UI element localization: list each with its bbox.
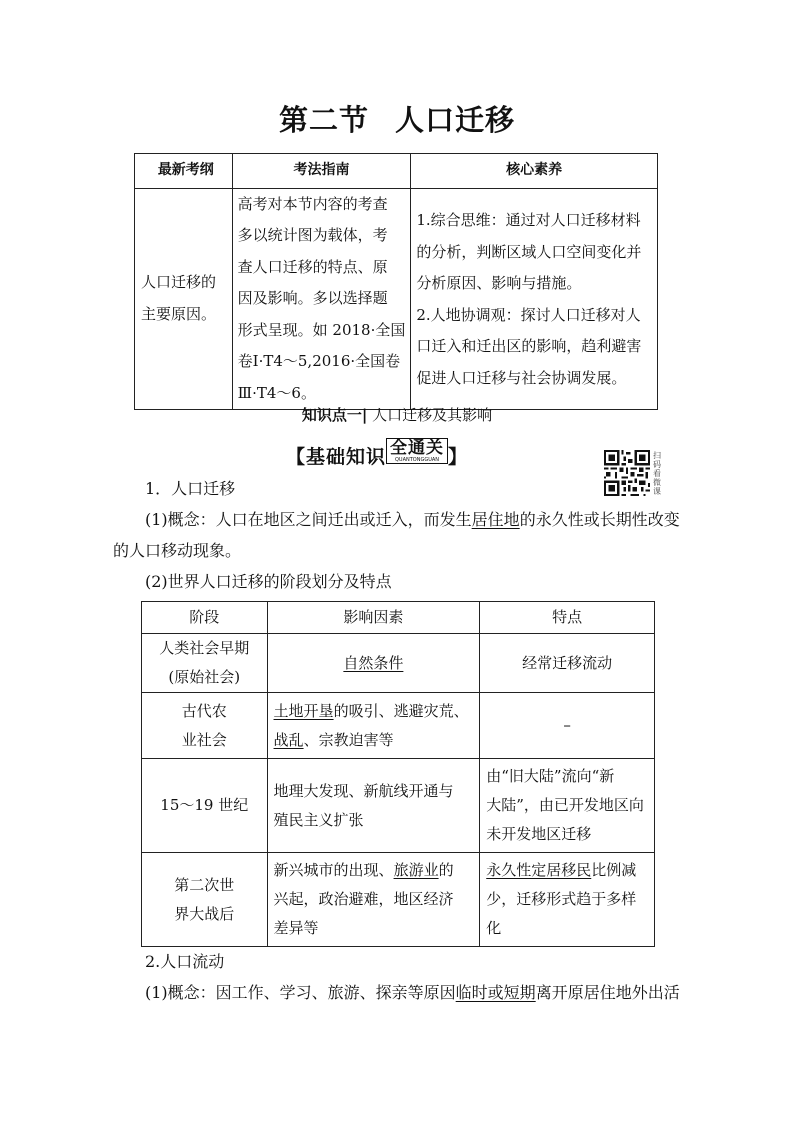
factor-keyword: 自然条件 [343, 653, 404, 672]
qr-caption: 扫码看微课 [653, 451, 661, 496]
factor-text: 新兴城市的出现、 [273, 861, 394, 879]
factor-line [274, 856, 474, 885]
knowledge-point-label: 知识点一| [301, 406, 368, 424]
factor-keyword: 战乱 [273, 730, 304, 749]
factor-line [274, 726, 474, 755]
migration-stage-table [141, 601, 655, 947]
item1-concept-line2: 的人口移动现象。 [113, 541, 242, 560]
kaogang-line: 主要原因。 [141, 304, 217, 323]
suyang-line: 2.人地协调观：探讨人口迁移对人 [416, 305, 641, 324]
cell-kaogang [135, 188, 233, 410]
basic-knowledge-banner [286, 438, 468, 469]
stage-line: (原始社会) [168, 668, 241, 686]
title-topic: 人口迁移 [395, 103, 516, 137]
feature-keyword: 永久性定居移民 [486, 861, 592, 879]
overview-table [134, 153, 658, 410]
factor-line: 兴起，政治避难，地区经济 [273, 890, 454, 908]
stage-line: 界大战后 [174, 904, 235, 923]
table-row [142, 759, 655, 853]
kaofa-line: 查人口迁移的特点、原 [237, 257, 388, 276]
knowledge-point-heading [0, 404, 794, 425]
suyang-line: 分析原因、影响与措施。 [416, 274, 582, 293]
kaofa-line: Ⅲ·T4～6。 [237, 383, 316, 402]
feature-line: 由“旧大陆”流向“新 [486, 767, 615, 785]
factor-cell [267, 853, 480, 947]
title-section-number: 第二节 [278, 103, 369, 137]
concept-text: 的永久性或长期性改变 [519, 510, 680, 529]
qr-code-icon[interactable] [604, 450, 650, 496]
item1-concept-line1 [145, 510, 680, 530]
header-feature: 特点 [480, 602, 655, 634]
banner-right: 】 [448, 446, 469, 468]
stage-line: 第二次世 [174, 875, 235, 894]
kaofa-line: 形式呈现。如 2018·全国 [237, 320, 406, 339]
item1-heading: 1．人口迁移 [145, 479, 236, 498]
table-row [142, 853, 655, 947]
feature-cell: – [480, 693, 655, 759]
factor-text: 的吸引、逃避灾荒、 [333, 701, 469, 720]
quantongguan-stamp [386, 438, 448, 464]
banner-left: 【基础知识 [286, 446, 387, 468]
cell-suyang [411, 188, 658, 410]
suyang-line: 1.综合思维：通过对人口迁移材料 [416, 211, 641, 230]
feature-cell [480, 759, 655, 853]
stage-line: 人类社会早期 [159, 639, 250, 657]
table-row [142, 693, 655, 759]
factor-line [274, 697, 474, 726]
factor-cell [267, 634, 480, 693]
header-kaogang: 最新考纲 [135, 154, 233, 189]
stage-cell [142, 634, 268, 693]
factor-keyword: 土地开垦 [273, 701, 334, 720]
stage-cell [142, 693, 268, 759]
stage-line: 业社会 [181, 730, 227, 749]
kaofa-line: 卷Ⅰ·T4～5,2016·全国卷 [237, 352, 401, 370]
feature-line: 少，迁移形式趋于多样 [486, 890, 637, 908]
header-stage: 阶段 [142, 602, 268, 634]
factor-line: 地理大发现、新航线开通与 [273, 781, 454, 800]
feature-line: 未开发地区迁移 [486, 825, 592, 843]
factor-keyword: 旅游业 [393, 861, 439, 879]
concept-text: 离开原居住地外出活 [535, 983, 680, 1002]
header-factor: 影响因素 [267, 602, 480, 634]
item2-heading: 2.人口流动 [145, 952, 225, 971]
concept-keyword: 居住地 [471, 510, 520, 529]
feature-line [486, 856, 648, 885]
feature-line: 化 [486, 919, 502, 937]
concept-text: (1)概念：人口在地区之间迁出或迁入，而发生 [145, 510, 472, 529]
item2-concept-line1 [145, 983, 680, 1003]
feature-cell: 经常迁移流动 [480, 634, 655, 693]
factor-cell [267, 693, 480, 759]
kaofa-line: 因及影响。多以选择题 [237, 289, 388, 307]
feature-cell [480, 853, 655, 947]
kaofa-line: 多以统计图为载体，考 [237, 226, 388, 244]
suyang-line: 促进人口迁移与社会协调发展。 [416, 368, 627, 387]
stamp-text: 全通关 [390, 438, 445, 458]
knowledge-point-name: 人口迁移及其影响 [372, 406, 493, 424]
kaogang-line: 人口迁移的 [141, 273, 217, 292]
table-row [142, 634, 655, 693]
page-title [0, 98, 794, 139]
factor-text: 的 [438, 861, 454, 879]
stages-title: (2)世界人口迁移的阶段划分及特点 [145, 572, 392, 591]
concept-keyword: 临时或短期 [455, 983, 536, 1002]
kaofa-line: 高考对本节内容的考查 [237, 194, 388, 213]
feature-line: 大陆”，由已开发地区向 [486, 796, 644, 814]
stage-cell: 15～19 世纪 [142, 759, 268, 853]
stage-line: 古代农 [181, 701, 227, 720]
factor-cell [267, 759, 480, 853]
factor-line: 差异等 [273, 919, 319, 937]
factor-line: 殖民主义扩张 [273, 810, 364, 829]
header-kaofa: 考法指南 [232, 154, 411, 189]
header-suyang: 核心素养 [411, 154, 658, 189]
suyang-line: 的分析，判断区域人口空间变化并 [416, 242, 642, 261]
feature-text: 比例减 [591, 861, 637, 879]
stamp-pinyin: QUANTONGGUAN [394, 457, 440, 463]
stage-cell [142, 853, 268, 947]
suyang-line: 口迁入和迁出区的影响，趋利避害 [416, 337, 642, 356]
factor-text: 、宗教迫害等 [303, 730, 394, 749]
cell-kaofa [232, 188, 411, 410]
concept-text: (1)概念：因工作、学习、旅游、探亲等原因 [145, 983, 456, 1002]
